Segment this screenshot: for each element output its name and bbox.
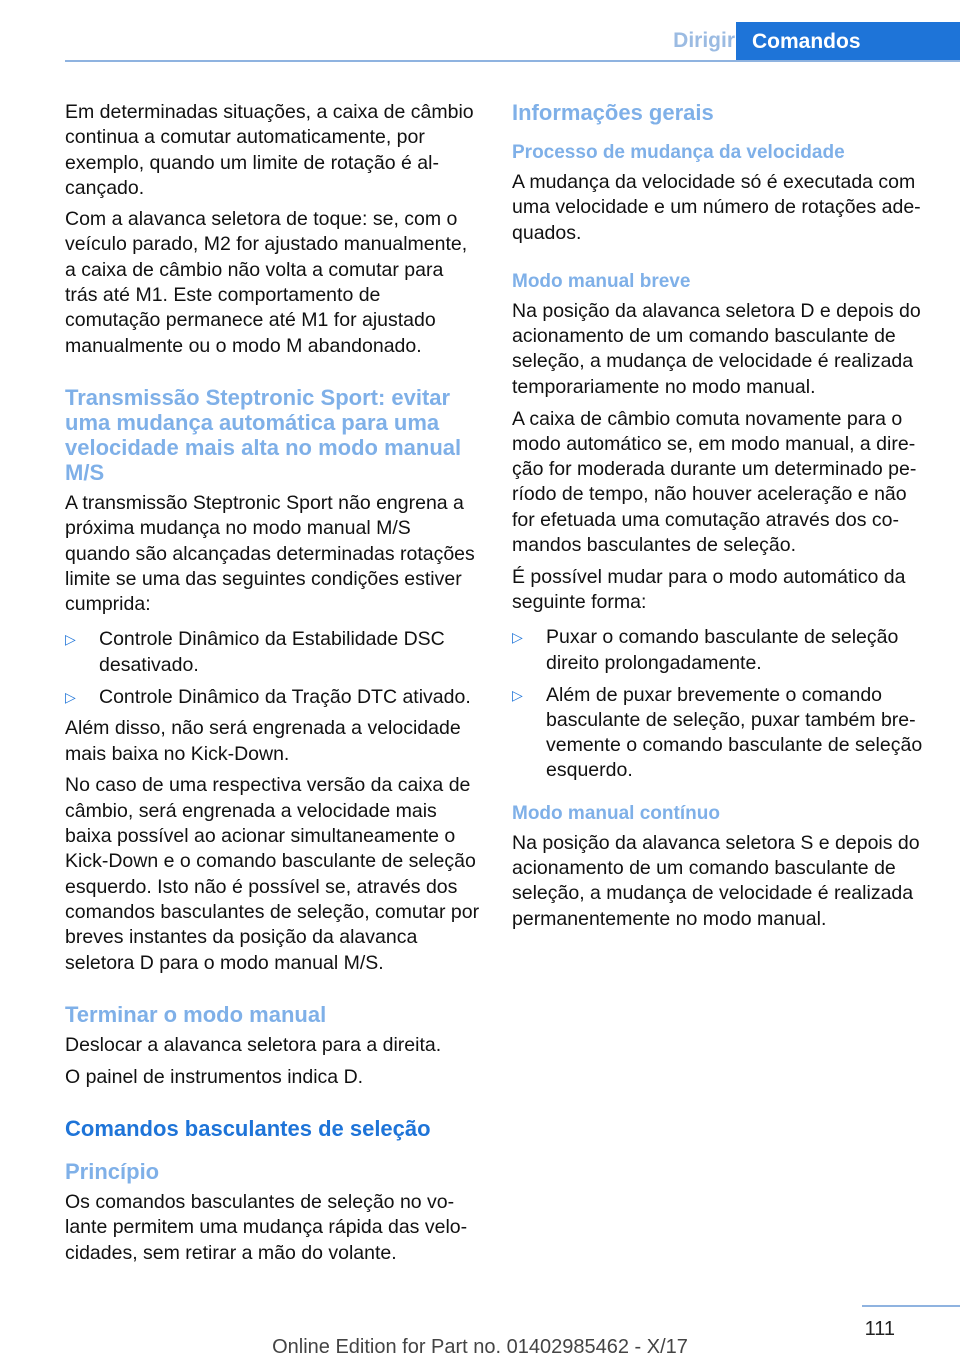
edition-footer: Online Edition for Part no. 01402985462 - X/17 xyxy=(272,1336,688,1358)
header-section-label: Dirigir xyxy=(673,29,735,52)
heading-steptronic-sport: Transmissão Steptronic Sport: evitar uma mudança automática para uma velocidade mais alta no modo manual M/S xyxy=(65,384,462,485)
paragraph: A caixa de câmbio comuta novamente para o modo automático se, em modo manual, a direção for moderada durante um determinado período de tempo, não houver aceleração e não for efetuada uma comutação através dos comandos basculantes de seleção. xyxy=(512,407,917,557)
left-column xyxy=(65,100,481,1272)
paragraph: Na posição da alavanca seletora S e depois do acionamento de um comando basculante de seleção, a mudança de velocidade é realizada permanentemente no modo manual. xyxy=(512,831,920,930)
header-chapter-tab: Comandos xyxy=(736,22,960,62)
heading-shift-process: Processo de mudança da velocidade xyxy=(512,142,845,163)
heading-general-info: Informações gerais xyxy=(512,100,714,125)
heading-end-manual-mode: Terminar o modo manual xyxy=(65,1001,327,1027)
paragraph: Em determinadas situações, a caixa de câmbio continua a comutar automaticamente, por exemplo, quando um limite de rotação é alcançado. xyxy=(65,101,474,199)
paragraph: Com a alavanca seletora de toque: se, com o veículo parado, M2 for ajustado manualmente, a caixa de câmbio não volta a comutar para trás até M1. Este comportamento de comutação permanece até M1 for ajustado manualmente ou o modo M abandonado. xyxy=(65,208,468,357)
paragraph: Na posição da alavanca seletora D e depois do acionamento de um comando basculante de seleção, a mudança de velocidade é realizada temporariamente no modo manual. xyxy=(512,299,921,398)
list-item: ▷ Controle Dinâmico da Estabilidade DSC desativado. xyxy=(65,628,445,676)
heading-principle: Princípio xyxy=(65,1158,160,1184)
triangle-bullet-icon: ▷ xyxy=(512,686,523,703)
paragraph: A mudança da velocidade só é executada com uma velocidade e um número de rotações adequados. xyxy=(512,171,921,244)
paragraph: É possível mudar para o modo automático da seguinte forma: xyxy=(512,565,906,614)
paragraph: No caso de uma respectiva versão da caixa de câmbio, será engrenada a velocidade mais baixa possível ao acionar simultaneamente o Kick-Down e o comando basculante de seleção esquerdo. Isto não é possível se, através dos comandos basculantes de seleção, comutar por breves instantes da posição da alavanca seletora D para o modo manual M/S. xyxy=(65,774,480,974)
footer-rule xyxy=(862,1305,960,1307)
list-item: ▷ Controle Dinâmico da Tração DTC ativado. xyxy=(65,685,471,708)
paragraph: Além disso, não será engrenada a velocidade mais baixa no Kick-Down. xyxy=(65,717,461,765)
heading-brief-manual-mode: Modo manual breve xyxy=(512,270,691,292)
paragraph: Deslocar a alavanca seletora para a direita. xyxy=(65,1033,442,1056)
auto-mode-list xyxy=(512,625,928,783)
triangle-bullet-icon: ▷ xyxy=(65,631,76,648)
heading-shift-paddles: Comandos basculantes de seleção xyxy=(65,1115,431,1141)
triangle-bullet-icon: ▷ xyxy=(65,688,76,705)
header-rule xyxy=(65,60,960,62)
condition-list xyxy=(65,627,481,709)
triangle-bullet-icon: ▷ xyxy=(512,629,523,646)
list-item: ▷ Puxar o comando basculante de seleção direito prolongadamente. xyxy=(512,626,899,674)
paragraph: O painel de instrumentos indica D. xyxy=(65,1065,364,1088)
paragraph: Os comandos basculantes de seleção no volante permitem uma mudança rápida das velocidades, sem retirar a mão do volante. xyxy=(65,1190,468,1264)
heading-continuous-manual-mode: Modo manual contínuo xyxy=(512,802,720,824)
list-item: ▷ Além de puxar brevemente o comando basculante de seleção, puxar também brevemente o comando basculante de seleção esquerdo. xyxy=(512,683,923,782)
page-number: 111 xyxy=(864,1318,895,1340)
paragraph: A transmissão Steptronic Sport não engrena a próxima mudança no modo manual M/S quando são alcançadas determinadas rotações limite se uma das seguintes condições estiver cumprida: xyxy=(65,491,475,616)
right-column xyxy=(512,100,928,938)
